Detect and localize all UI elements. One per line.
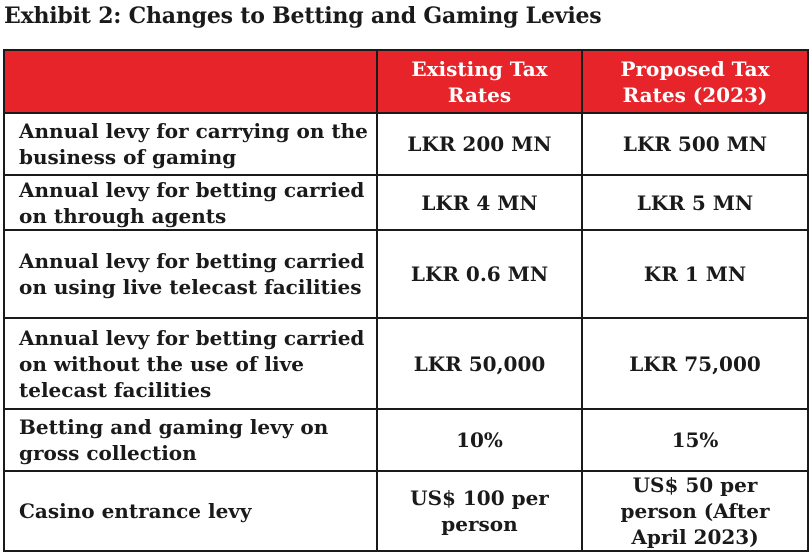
- levy-name: Annual levy for betting carried on using live telecast facilities: [4, 230, 377, 318]
- proposed-rate: LKR 500 MN: [582, 113, 808, 175]
- header-proposed: Proposed Tax Rates (2023): [582, 50, 808, 113]
- header-existing: Existing Tax Rates: [377, 50, 582, 113]
- existing-rate: LKR 50,000: [377, 318, 582, 409]
- table-row: [4, 113, 808, 175]
- proposed-rate: 15%: [582, 409, 808, 471]
- table-row: [4, 471, 808, 551]
- levy-name: Annual levy for betting carried on through agents: [4, 175, 377, 230]
- levy-name: Annual levy for carrying on the business of gaming: [4, 113, 377, 175]
- table-row: [4, 409, 808, 471]
- levy-name: Annual levy for betting carried on without the use of live telecast facilities: [4, 318, 377, 409]
- proposed-rate: LKR 5 MN: [582, 175, 808, 230]
- existing-rate: 10%: [377, 409, 582, 471]
- levies-table: [3, 49, 809, 552]
- exhibit-title: Exhibit 2: Changes to Betting and Gaming Levies: [4, 3, 602, 29]
- existing-rate: LKR 4 MN: [377, 175, 582, 230]
- existing-rate: US$ 100 per person: [377, 471, 582, 551]
- table-row: [4, 230, 808, 318]
- existing-rate: LKR 0.6 MN: [377, 230, 582, 318]
- table-row: [4, 175, 808, 230]
- proposed-rate: LKR 75,000: [582, 318, 808, 409]
- levy-name: Casino entrance levy: [4, 471, 377, 551]
- header-item: [4, 50, 377, 113]
- proposed-rate: US$ 50 per person (After April 2023): [582, 471, 808, 551]
- table-row: [4, 318, 808, 409]
- levy-name: Betting and gaming levy on gross collection: [4, 409, 377, 471]
- table-header-row: [4, 50, 808, 113]
- proposed-rate: KR 1 MN: [582, 230, 808, 318]
- existing-rate: LKR 200 MN: [377, 113, 582, 175]
